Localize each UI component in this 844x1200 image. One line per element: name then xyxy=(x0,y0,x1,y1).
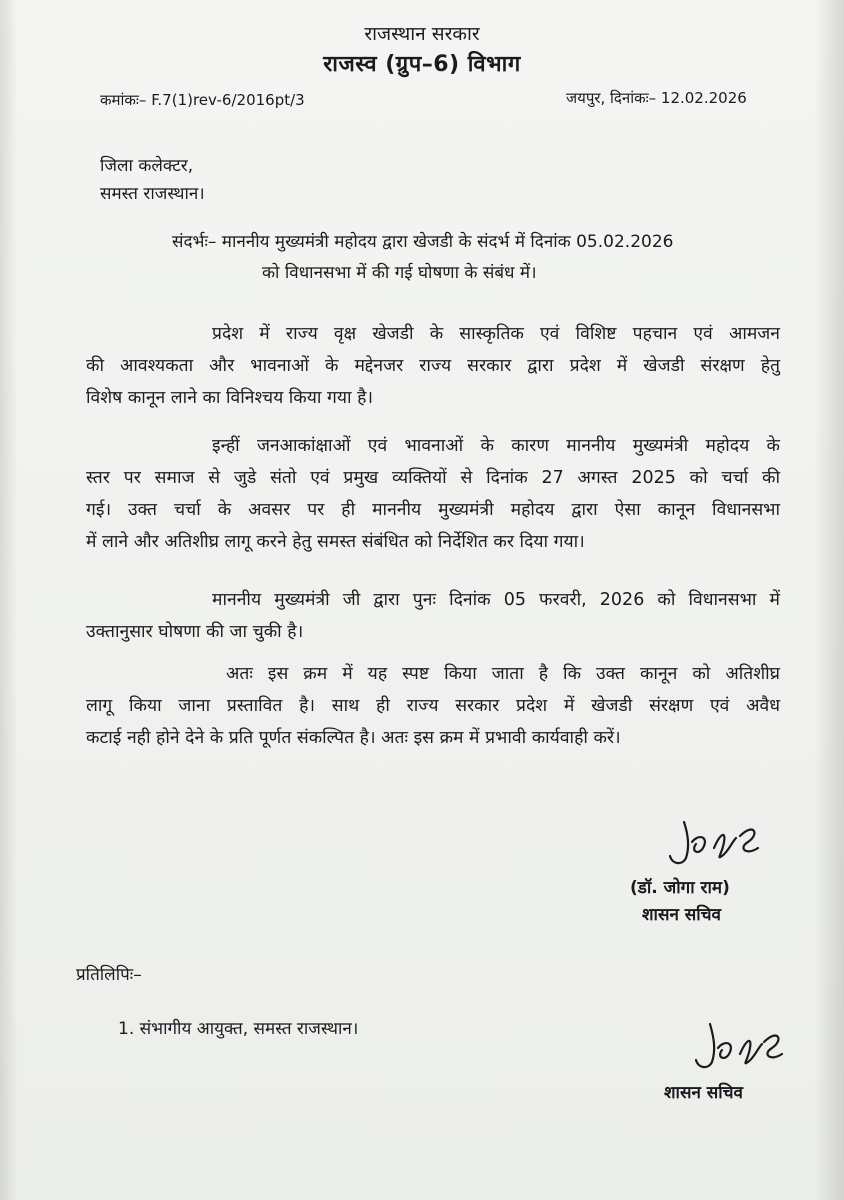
body-line: की आवश्यकता और भावनाओं के मद्देनजर राज्य सरकार द्वारा प्रदेश में खेजडी संरक्षण हेतु xyxy=(86,356,780,376)
body-line: में लाने और अतिशीघ्र लागू करने हेतु समस्त संबंधित को निर्देशित कर दिया गया। xyxy=(86,532,585,552)
body-line: माननीय मुख्यमंत्री जी द्वारा पुनः दिनांक 05 फरवरी, 2026 को विधानसभा में xyxy=(212,590,780,610)
copy-signatory-designation: शासन सचिव xyxy=(664,1083,743,1103)
reference-number: कमांकः– F.7(1)rev-6/2016pt/3 xyxy=(100,91,305,109)
body-paragraph-3 xyxy=(86,584,780,648)
copy-recipient-1: 1. संभागीय आयुक्त, समस्त राजस्थान। xyxy=(118,1019,359,1039)
addressee-line-1: जिला कलेक्टर, xyxy=(100,156,194,176)
body-line: विशेष कानून लाने का विनिश्चय किया गया है। xyxy=(86,388,374,408)
body-line: प्रदेश में राज्य वृक्ष खेजडी के सास्कृतिक एवं विशिष्ट पहचान एवं आमजन xyxy=(212,324,780,344)
body-paragraph-2 xyxy=(86,430,780,558)
body-line: लागू किया जाना प्रस्तावित है। साथ ही राज्य सरकार प्रदेश में खेजडी संरक्षण एवं अवैध xyxy=(86,696,780,716)
body-paragraph-4 xyxy=(86,658,780,754)
subject-line-2: को विधानसभा में की गई घोषणा के संबंध में। xyxy=(262,263,537,283)
signature-image-2 xyxy=(690,1018,790,1076)
body-line: गई। उक्त चर्चा के अवसर पर ही माननीय मुख्यमंत्री महोदय द्वारा ऐसा कानून विधानसभा xyxy=(86,500,780,520)
page-edge-shadow-right xyxy=(814,0,844,1200)
body-paragraph-1 xyxy=(86,318,780,414)
body-line: अतः इस क्रम में यह स्पष्ट किया जाता है कि उक्त कानून को अतिशीघ्र xyxy=(226,664,780,684)
body-line: इन्हीं जनआकांक्षाओं एवं भावनाओं के कारण माननीय मुख्यमंत्री महोदय के xyxy=(212,436,780,456)
copy-heading: प्रतिलिपिः– xyxy=(76,965,142,985)
subject-line-1: संदर्भः– माननीय मुख्यमंत्री महोदय द्वारा खेजडी के संदर्भ में दिनांक 05.02.2026 xyxy=(172,232,674,252)
body-line: कटाई नही होने देने के प्रति पूर्णत संकल्पित है। अतः इस क्रम में प्रभावी कार्यवाही करें। xyxy=(86,728,621,748)
signatory-name: (डॉ. जोगा राम) xyxy=(630,878,730,898)
signatory-designation: शासन सचिव xyxy=(642,905,721,925)
page-edge-shadow-left xyxy=(0,0,18,1200)
letter-date: जयपुर, दिनांकः– 12.02.2026 xyxy=(566,89,747,107)
body-line: उक्तानुसार घोषणा की जा चुकी है। xyxy=(86,622,304,642)
government-header: राजस्थान सरकार xyxy=(364,23,480,45)
body-line: स्तर पर समाज से जुडे संतो एवं प्रमुख व्यक्तियों से दिनांक 27 अगस्त 2025 को चर्चा की xyxy=(86,468,780,488)
signature-image-1 xyxy=(662,812,772,872)
addressee-line-2: समस्त राजस्थान। xyxy=(100,184,205,204)
department-header: राजस्व (ग्रुप–6) विभाग xyxy=(323,52,521,77)
